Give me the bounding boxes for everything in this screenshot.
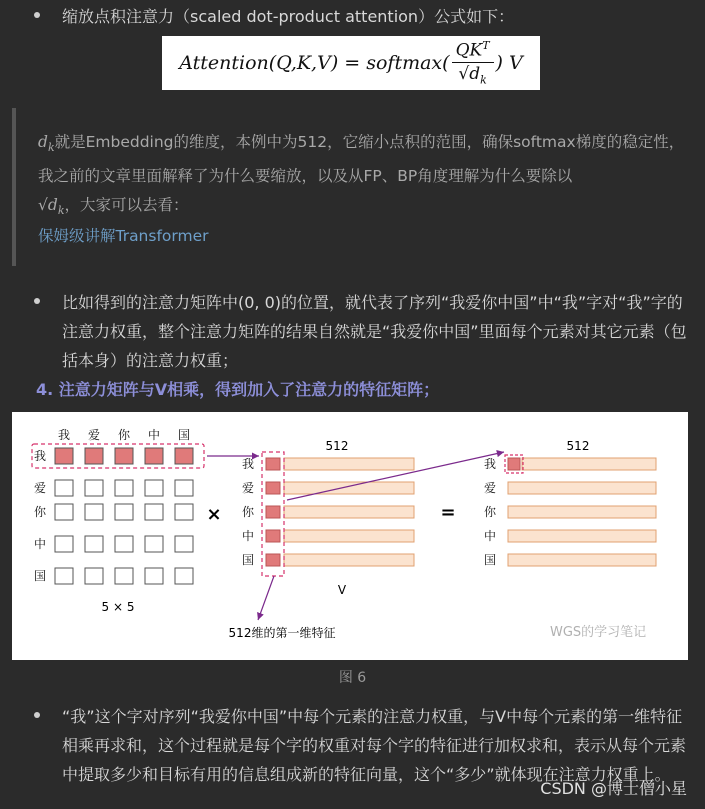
v-feature-bar	[284, 554, 414, 566]
feature-label: 512维的第一维特征	[228, 626, 336, 640]
times-sign: ×	[206, 504, 222, 525]
matrix-col-label: 我	[57, 428, 71, 442]
formula-fraction	[452, 39, 494, 86]
out-row-label: 国	[483, 553, 497, 567]
formula-denominator-sub: k	[480, 73, 487, 87]
out-feature-bar	[508, 554, 656, 566]
v-row-label: 我	[241, 457, 255, 471]
v-first-cell	[266, 458, 280, 470]
out-feature-bar	[508, 506, 656, 518]
bullet-dot	[34, 712, 40, 718]
matrix-cell	[55, 568, 73, 584]
matrix-row-label: 中	[33, 537, 47, 551]
quote-line3: ，大家可以去看：	[64, 196, 189, 215]
out-first-cell	[508, 458, 520, 470]
out-feature-bar	[508, 482, 656, 494]
equals-sign: =	[440, 502, 456, 523]
matrix-cell	[145, 504, 163, 520]
matrix-cell	[175, 568, 193, 584]
quote-line1: 就是Embedding的维度，本例中为512，它缩小点积的范围，确保softmax梯度的稳	[54, 133, 638, 151]
quote-text	[38, 128, 688, 225]
matrix-cell	[55, 504, 73, 520]
matrix-cell	[115, 480, 133, 496]
out-row-label: 中	[483, 529, 497, 543]
matrix-cell	[115, 448, 133, 464]
v-first-cell	[266, 530, 280, 542]
v-first-cell	[266, 554, 280, 566]
matrix-row-label: 国	[33, 569, 47, 583]
formula-numerator-text: QK	[455, 41, 483, 62]
matrix-size-label: 5 × 5	[101, 600, 135, 614]
matrix-cell	[85, 536, 103, 552]
dk-symbol	[38, 133, 55, 155]
formula-denominator-text: √d	[458, 64, 481, 85]
formula-rhs: ) V	[495, 52, 523, 74]
matrix-cell	[85, 480, 103, 496]
matrix-cell	[85, 448, 103, 464]
out-row-label: 我	[483, 457, 497, 471]
formula-numerator-sup: T	[482, 39, 490, 53]
matrix-cell	[85, 504, 103, 520]
csdn-watermark: CSDN @博士僧小星	[540, 779, 687, 798]
dk-sub: k	[47, 141, 55, 155]
bullet-text: 缩放点积注意力（scaled dot-product attention）公式如下：	[62, 7, 515, 26]
v-row-label: 你	[241, 505, 255, 519]
matrix-cell	[175, 448, 193, 464]
matrix-cell	[145, 448, 163, 464]
matrix-cell	[115, 568, 133, 584]
out-feature-bar	[522, 458, 656, 470]
v-row-label: 国	[241, 553, 255, 567]
matrix-col-label: 爱	[87, 428, 101, 442]
bullet-dot	[34, 298, 40, 304]
formula-lhs: Attention(Q,K,V) = softmax(	[179, 52, 450, 74]
matrix-row-label: 爱	[33, 481, 47, 495]
figure-watermark: WGS的学习笔记	[550, 625, 647, 640]
figure-diagram	[12, 412, 688, 660]
matrix-row-label: 你	[33, 505, 47, 519]
matrix-col-label: 中	[147, 428, 161, 442]
arrow-feature-label	[258, 576, 274, 620]
matrix-cell	[145, 568, 163, 584]
sqrt-d: √d	[38, 196, 58, 215]
v-row-label: 中	[241, 529, 255, 543]
section-heading: 4. 注意力矩阵与V相乘，得到加入了注意力的特征矩阵；	[36, 380, 440, 399]
figure-caption: 图 6	[338, 670, 367, 686]
matrix-cell	[115, 536, 133, 552]
matrix-col-label: 你	[117, 428, 131, 442]
matrix-cell	[145, 536, 163, 552]
matrix-cell	[175, 480, 193, 496]
v-feature-bar	[284, 506, 414, 518]
v-feature-bar	[284, 458, 414, 470]
bullet-scaled-dot-product	[36, 2, 514, 31]
out-feature-bar	[508, 530, 656, 542]
v-first-cell	[266, 506, 280, 518]
out-row-label: 你	[483, 505, 497, 519]
v-row-label: 爱	[241, 481, 255, 495]
formula-numerator	[452, 39, 494, 63]
matrix-cell	[55, 480, 73, 496]
v-feature-bar	[284, 530, 414, 542]
v-label: V	[337, 583, 347, 597]
sqrt-sub: k	[57, 204, 65, 218]
out-row-label: 爱	[483, 481, 497, 495]
bullet-attention-matrix	[36, 288, 696, 375]
matrix-row-label: 我	[33, 449, 47, 463]
attention-formula	[162, 36, 540, 90]
bullet-dot	[34, 12, 40, 18]
blockquote	[12, 108, 698, 266]
dk-d: d	[38, 133, 48, 151]
out-dim-label: 512	[566, 439, 590, 453]
matrix-col-label: 国	[177, 428, 191, 442]
matrix-cell	[55, 448, 73, 464]
attention-figure	[12, 412, 688, 660]
matrix-cell	[175, 504, 193, 520]
matrix-cell	[145, 480, 163, 496]
v-first-cell	[266, 482, 280, 494]
v-feature-bar	[284, 482, 414, 494]
v-dim-label: 512	[325, 439, 349, 453]
bullet-text: “我”这个字对序列“我爱你中国”中每个元素的注意力权重，与V中每个元素的第一维特征相乘再求和，这个过程就是每个字的权重对每个字的特征进行加权求和，表示从每个元素中提取多少和目标有用的信息组成新的特征向量，这个“多少”就体现在注意力权重上。	[62, 707, 687, 784]
matrix-cell	[55, 536, 73, 552]
quote-line2: 定性，我之前的文章里面解释了为什么要缩放，以及从FP、BP角度理解为什么要除以	[38, 133, 685, 186]
matrix-cell	[115, 504, 133, 520]
matrix-cell	[175, 536, 193, 552]
matrix-cell	[85, 568, 103, 584]
transformer-link[interactable]: 保姆级讲解Transformer	[38, 227, 209, 245]
formula-denominator	[458, 63, 486, 86]
sqrt-dk-symbol	[38, 196, 65, 218]
bullet-text: 比如得到的注意力矩阵中(0, 0)的位置，就代表了序列“我爱你中国”中“我”字对“我”字的注意力权重，整个注意力矩阵的结果自然就是“我爱你中国”里面每个元素对其它元素（包括本身）的注意力权重；	[62, 293, 687, 370]
